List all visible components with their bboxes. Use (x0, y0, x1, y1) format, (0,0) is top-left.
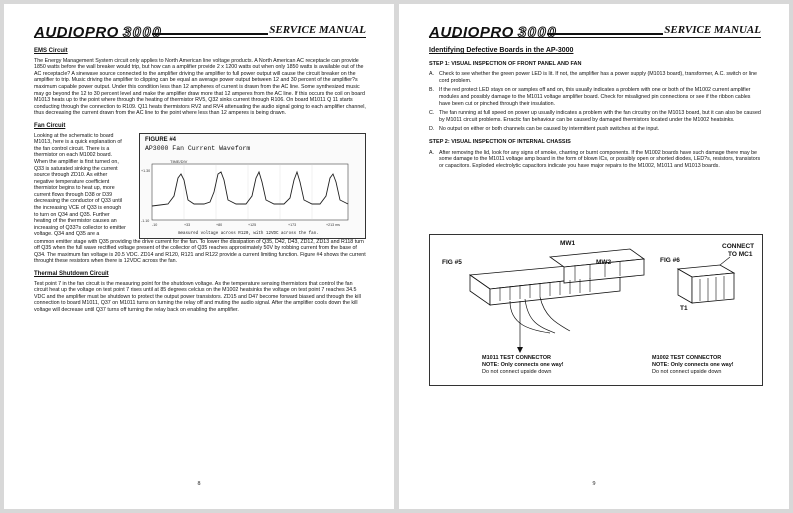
list-item: A. Check to see whether the green power LED is lit. If not, the amplifier has a power supply (M1013 board), transformer, A.C. switch or line cord problem. (429, 71, 757, 84)
thermal-paragraph: Test point 7 in the fan circuit is the measuring point for the shutdown voltage. As the temperature sensing thermistors that control the fan circuit heat up the voltage on test point 7 rises until at 85 degrees celcius on the M1002 heatsinks the voltage on test point 7 reaches 34.5 VDC and the amplifier must be shutdown to protect the output power transistors. ZD15 and D47 become forward biased and through the kill connection to board M1011, Q37 on M1011 turns on turning the relay off and muting the audio signal. After the amplifier cools down the kill voltage will decrease until Q37 turns off turning the relay back on enabling the amplifier. (34, 280, 361, 313)
figure-title: AP3000 Fan Current Waveform (145, 144, 251, 152)
x-tick: +80 (216, 222, 223, 227)
fan-heading: Fan Circuit (34, 122, 66, 129)
arrow-head (517, 347, 523, 353)
header-line (152, 33, 268, 35)
page-header (34, 24, 366, 46)
ems-paragraph: The Energy Management System circuit only applies to North American line voltage products. A North American AC receptacle can provide 1850 watts before the wall breaker would trip, but how can a amplifier provide 2 x 1200 watts out when only 1850 watts is available out of the AC receptacle? A sinewave source connected to the amplifier driving the amplifier to full power output will cause the circuit breaker on the amplifier to trip. Music driving the amplifier to clipping can be equal an average power output between 12 and 30 percent of the amplifier?s maximum capable power output. Under this condition less than 12 ampheres of current is drawn from the AC line. Some synthesized music may go beyond the 12 to 30 percent level and make the amplifier draw more that 12 amperes from the AC line. If this occurs the coil on board M1013 heats up to the point where through the heating of thermistor RV5, Q32 sinks current through R106. On board M1011 Q 11 starts conducting through the connection to R109. Q11 heats thermistors RV2 and RV4 attenuating the audio signal going to each amplifier channel, thus decreasing the current drawn from the AC line to the point where less than 12 amperes is being drawn. (34, 57, 366, 117)
fan-continued-text: common emitter stage with Q35 providing the drive current for the fan. To lower the dissipation of Q35, D42, D43, ZD12, ZD13 and R118 turn off Q35 when the full wave rectified voltage present of the collector of Q35 reaches approximately 50V by robbing current from the base of Q34. The maximum fan voltage is 20.5 VDC. ZD14 and R120, R121 and R122 provide a current limiting function. Figure #4 shows the current throught these resistors when there is 12VDC across the fan. (34, 238, 366, 265)
page-left (4, 4, 394, 509)
step-1-heading: STEP 1: VISUAL INSPECTION OF FRONT PANEL AND FAN (429, 60, 582, 67)
figure-caption: measured voltage across R120, with 12VDC across the fan. (178, 231, 319, 236)
header-line (547, 33, 663, 35)
y-tick-top: +1.30 (141, 168, 151, 173)
x-tick: +33 (184, 222, 191, 227)
y-axis-label: TIME/DIV (170, 158, 188, 164)
brand-logo: AUDIOPRO 3000 (34, 24, 163, 41)
figure-label: FIGURE #4 (145, 136, 177, 143)
x-tick: +173 (288, 222, 297, 227)
service-manual-label: SERVICE MANUAL (664, 24, 761, 36)
connector-diagram (429, 234, 763, 386)
left-content (34, 48, 366, 319)
figure-4 (139, 133, 366, 239)
step-2-heading: STEP 2: VISUAL INSPECTION OF INTERNAL CHASSIS (429, 138, 571, 145)
page-number-right: 9 (592, 481, 596, 487)
header-rule (429, 37, 761, 38)
x-tick: +213 ms (326, 222, 340, 227)
x-tick: +125 (248, 222, 257, 227)
m1011-connector-drawing (470, 249, 644, 305)
thermal-heading: Thermal Shutdown Circuit (34, 270, 109, 277)
fan-column-text: Looking at the schematic to board M1013, here is a quick explanation of the fan control circuit. There is a thermistor on each M1002 board. When the amplifier is first turned on, Q33 is saturated sinking the current source through ZD10. As either negative temperature coefficient thermistor begins to heat up, more current flows through D38 or D39 decreasing the conductor of Q33 until the increasing VCE of Q33 is enough to turn on Q34 and Q35. Further heating of the thermistor causes an increasing of Q33?s collector to emitter voltage. Q34 and Q35 are a (34, 132, 126, 238)
ems-heading: EMS Circuit (34, 48, 68, 54)
x-tick: -10 (152, 222, 158, 227)
mw2-label: MW2 (596, 259, 612, 266)
m1002-connector-drawing (678, 265, 734, 303)
mw1-label: MW1 (560, 240, 576, 247)
t1-label: T1 (680, 305, 688, 312)
list-item: A. After removing the lid, look for any signs of smoke, charring or burnt components. If the M1002 boards have such damage there may be some damage to the M1011 voltage amp board in the form of blown ICs, or possibly open or shorted diodes, LED?s, resistors, transistors or capacitors. Exploded electrolytic capacitors indicate you have major repairs to the M1002, M1011 and M1013 boards. (429, 149, 761, 169)
page-number-left: 8 (197, 481, 201, 487)
connect-label: CONNECT (722, 243, 755, 250)
service-manual-label: SERVICE MANUAL (269, 24, 366, 36)
ribbon-wires (510, 297, 570, 347)
leader-line (720, 257, 730, 265)
fig5-label: FIG #5 (442, 259, 462, 266)
fig6-label: FIG #6 (660, 257, 680, 264)
right-content (429, 48, 761, 172)
section-title: Identifying Defective Boards in the AP-3000 (429, 47, 574, 54)
page-right (399, 4, 789, 509)
plot-area (152, 164, 348, 220)
list-item: C. The fan running at full speed on power up usually indicates a problem with the fan circuitry on the M1013 board, but it can also be caused by M1011 circuit problems. Erractic fan behaviour can be caused by damaged thermistors located under the M1002 heatsinks. (429, 110, 761, 123)
list-item: B. If the red protect LED stays on or samples off and on, this usually indicates a problem with one or both of the M1002 current amplifier modules and possibly damage to the M1011 voltage amplifier board. Check for misaligned pin connections or see if the ribbon cables have been cut or pinched through their insulation. (429, 87, 751, 107)
header-rule (34, 37, 366, 38)
list-item: D. No output on either or both channels can be caused by intermittent push switches at the input. (429, 126, 660, 133)
page-header (429, 24, 761, 46)
y-tick-bottom: -1.10 (141, 218, 150, 223)
brand-logo: AUDIOPRO 3000 (429, 24, 558, 41)
to-mc1-label: TO MC1 (728, 251, 753, 258)
m1002-connector-note: M1002 TEST CONNECTOR NOTE: Only connects one way! Do not connect upside down (652, 355, 734, 375)
m1011-connector-note: M1011 TEST CONNECTOR NOTE: Only connects one way! Do not connect upside down (482, 355, 564, 375)
